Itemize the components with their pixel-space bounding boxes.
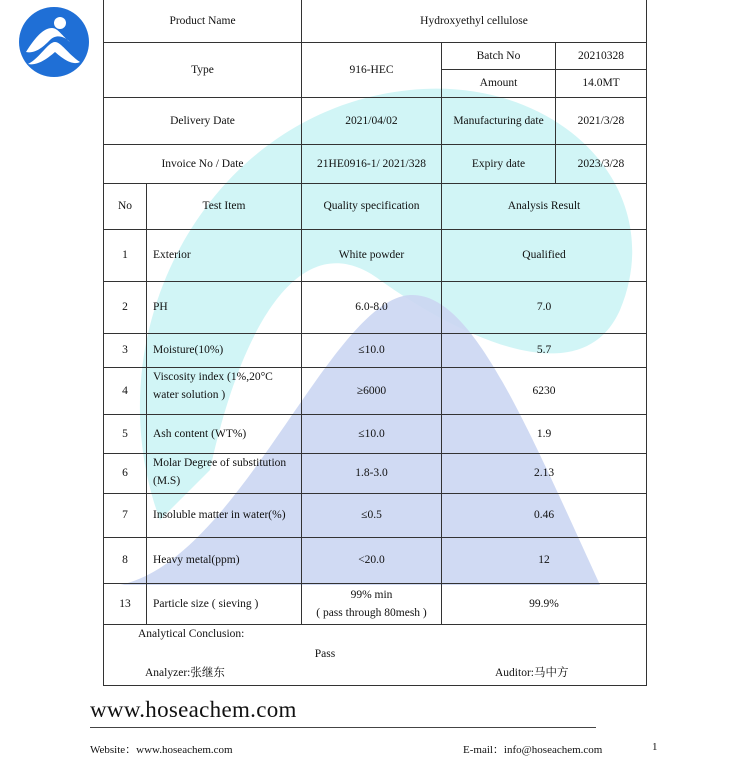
row-13-result: 99.9%: [529, 597, 559, 610]
row-5-test-item: Ash content (WT%): [153, 427, 247, 440]
invoice-value: 21HE0916-1/ 2021/328: [317, 157, 426, 170]
row-3-test-item: Moisture(10%): [153, 344, 224, 357]
expiry-date-label: Expiry date: [471, 157, 526, 170]
row-7-no: 7: [122, 509, 128, 522]
row-7-spec: ≤0.5: [361, 509, 382, 522]
row-1-test-item: Exterior: [153, 249, 191, 262]
manufacturing-date-value: 2021/3/28: [577, 114, 625, 127]
type-value: 916-HEC: [349, 63, 394, 76]
batch-no-label: Batch No: [476, 49, 521, 62]
amount-value: 14.0MT: [582, 77, 620, 90]
row-7-result: 0.46: [533, 509, 555, 522]
row-6-result: 2.13: [533, 467, 555, 480]
row-3-no: 3: [122, 344, 128, 357]
row-6-test-item-line-1: Molar Degree of substitution: [153, 457, 287, 469]
auditor-signature: Auditor:马中方: [495, 666, 569, 679]
row-5-result: 1.9: [536, 427, 552, 440]
page-number: 1: [652, 741, 658, 753]
expiry-date-value: 2023/3/28: [577, 157, 625, 170]
manufacturing-date-label: Manufacturing date: [453, 114, 544, 127]
footer-email: E-mail：info@hoseachem.com: [463, 744, 603, 756]
row-6-spec: 1.8-3.0: [355, 467, 388, 480]
invoice-label: Invoice No / Date: [161, 157, 244, 170]
row-2-no: 2: [122, 301, 128, 314]
row-1-no: 1: [122, 249, 128, 262]
column-header-test-item: Test Item: [202, 200, 246, 213]
row-3-spec: ≤10.0: [358, 344, 385, 357]
row-8-spec: <20.0: [358, 554, 385, 567]
row-13-spec: [302, 584, 441, 624]
row-6-test-item: [147, 454, 301, 493]
website-heading: www.hoseachem.com: [90, 697, 297, 722]
footer-website: Website：www.hoseachem.com: [90, 744, 233, 756]
row-3-result: 5.7: [536, 344, 552, 357]
type-label: Type: [191, 63, 214, 76]
amount-label: Amount: [479, 77, 518, 90]
row-2-result: 7.0: [536, 301, 552, 314]
row-1-result: Qualified: [522, 249, 566, 262]
column-header-analysis-result: Analysis Result: [507, 200, 581, 213]
row-4-test-item: [147, 368, 301, 414]
row-8-no: 8: [122, 554, 128, 567]
row-4-result: 6230: [532, 384, 556, 397]
row-1-spec: White powder: [338, 249, 405, 262]
batch-no-value: 20210328: [578, 49, 624, 62]
column-header-quality-spec: Quality specification: [323, 200, 420, 213]
row-4-test-item-line-1: Viscosity index (1%,20°C: [153, 371, 273, 383]
row-8-test-item: Heavy metal(ppm): [153, 554, 240, 567]
delivery-date-label: Delivery Date: [170, 114, 235, 127]
row-4-spec: ≥6000: [356, 384, 387, 397]
row-13-spec-line-1: 99% min: [350, 588, 393, 601]
row-13-test-item: Particle size ( sieving ): [153, 597, 259, 610]
row-2-test-item: PH: [153, 301, 168, 314]
row-4-test-item-line-2: water solution ): [153, 389, 226, 402]
row-8-result: 12: [538, 554, 550, 567]
conclusion-label: Analytical Conclusion:: [138, 627, 245, 640]
row-4-no: 4: [122, 384, 128, 397]
product-name-label: Product Name: [169, 14, 236, 27]
product-name-value: Hydroxyethyl cellulose: [420, 14, 528, 27]
row-13-no: 13: [119, 597, 131, 610]
row-13-spec-line-2: ( pass through 80mesh ): [316, 607, 427, 619]
row-5-spec: ≤10.0: [358, 427, 385, 440]
column-header-no: No: [117, 200, 133, 213]
row-7-test-item: Insoluble matter in water(%): [153, 509, 286, 522]
delivery-date-value: 2021/04/02: [345, 114, 398, 127]
row-6-test-item-line-2: (M.S): [153, 475, 181, 488]
footer-divider: [90, 727, 596, 728]
analyzer-signature: Analyzer:张继东: [145, 666, 225, 679]
row-6-no: 6: [122, 467, 128, 480]
row-5-no: 5: [122, 427, 128, 440]
conclusion-value: Pass: [314, 647, 336, 660]
row-2-spec: 6.0-8.0: [355, 301, 388, 314]
